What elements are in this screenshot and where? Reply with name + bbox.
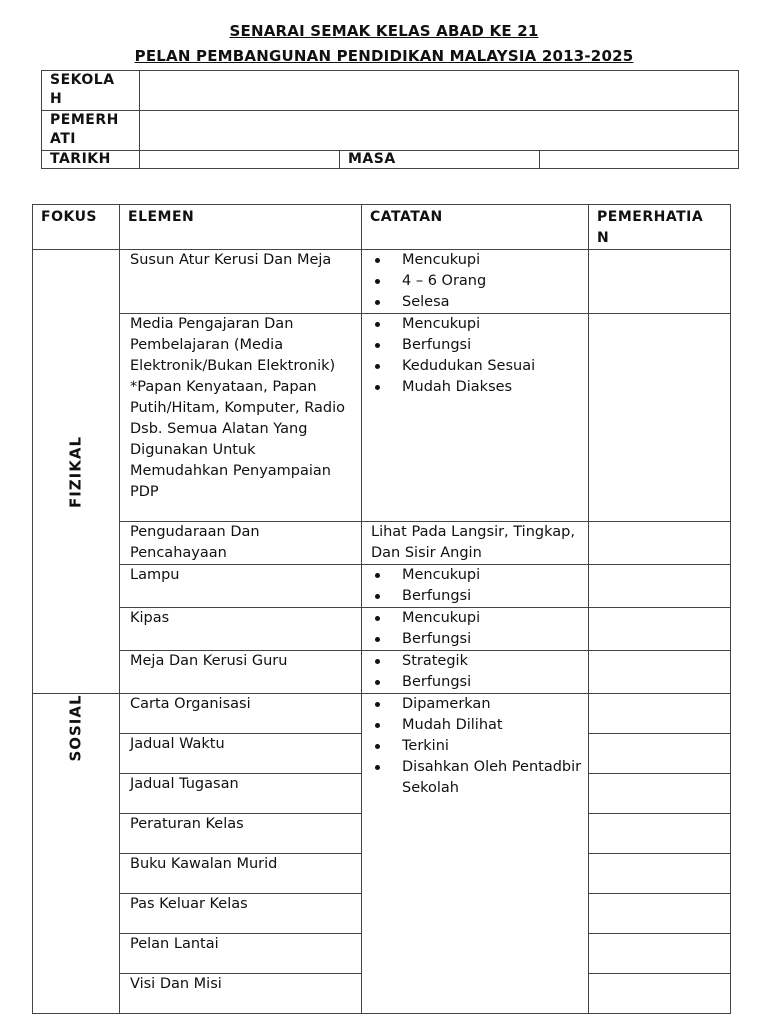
- catatan-list: [371, 250, 584, 313]
- elemen-cell: Jadual Waktu: [120, 734, 362, 774]
- pemerhatian-cell[interactable]: [589, 314, 731, 522]
- fokus-sosial: [33, 694, 120, 1014]
- catatan-list: [371, 565, 584, 607]
- catatan-item: Mudah Diakses: [371, 377, 584, 398]
- header-fokus: FOKUS: [33, 205, 120, 250]
- header-catatan: CATATAN: [362, 205, 589, 250]
- elemen-cell: Buku Kawalan Murid: [120, 854, 362, 894]
- table-row: [33, 565, 731, 608]
- catatan-item: Strategik: [371, 651, 584, 672]
- fokus-fizikal: [33, 250, 120, 694]
- masa-label: MASA: [340, 151, 540, 169]
- pemerhatian-cell[interactable]: [589, 974, 731, 1014]
- pemerhatian-cell[interactable]: [589, 522, 731, 565]
- pemerhatian-cell[interactable]: [589, 854, 731, 894]
- catatan-cell: [362, 314, 589, 522]
- document-title-line-2: PELAN PEMBANGUNAN PENDIDIKAN MALAYSIA 2013-2025: [134, 47, 634, 65]
- catatan-cell: Lihat Pada Langsir, Tingkap, Dan Sisir Angin: [362, 522, 589, 565]
- catatan-item: Berfungsi: [371, 335, 584, 356]
- catatan-cell: [362, 250, 589, 314]
- catatan-item: Mencukupi: [371, 314, 584, 335]
- catatan-item: Mencukupi: [371, 250, 584, 271]
- catatan-item: Selesa: [371, 292, 584, 313]
- sekolah-label-line-2: H: [50, 91, 63, 107]
- catatan-item: Berfungsi: [371, 586, 584, 607]
- header-pemerhatian: [589, 205, 731, 250]
- elemen-cell: Carta Organisasi: [120, 694, 362, 734]
- pemerhatian-cell[interactable]: [589, 565, 731, 608]
- header-pemerhatian-line-2: N: [597, 230, 610, 246]
- table-row: [33, 314, 731, 522]
- table-header-row: [33, 205, 731, 250]
- catatan-item: Mudah Dilihat: [371, 715, 584, 736]
- catatan-list: [371, 608, 584, 650]
- pemerhatian-cell[interactable]: [589, 774, 731, 814]
- pemerhatian-cell[interactable]: [589, 934, 731, 974]
- elemen-cell: Meja Dan Kerusi Guru: [120, 651, 362, 694]
- catatan-item: Terkini: [371, 736, 584, 757]
- pemerhatian-cell[interactable]: [589, 694, 731, 734]
- checklist-table: [32, 204, 731, 1014]
- catatan-list: [371, 314, 584, 398]
- pemerhati-field[interactable]: [140, 111, 739, 151]
- pemerhatian-cell[interactable]: [589, 734, 731, 774]
- fokus-sosial-label: SOSIAL: [66, 694, 85, 762]
- pemerhati-label-line-2: ATI: [50, 131, 77, 147]
- elemen-cell: Pelan Lantai: [120, 934, 362, 974]
- pemerhatian-cell[interactable]: [589, 814, 731, 854]
- pemerhati-label-line-1: PEMERH: [50, 112, 119, 128]
- document-title-line-1: SENARAI SEMAK KELAS ABAD KE 21: [229, 22, 539, 40]
- catatan-list: [371, 651, 584, 693]
- pemerhatian-cell[interactable]: [589, 651, 731, 694]
- sekolah-label-line-1: SEKOLA: [50, 72, 115, 88]
- elemen-cell: Visi Dan Misi: [120, 974, 362, 1014]
- table-row: [33, 608, 731, 651]
- catatan-cell: [362, 694, 589, 1014]
- tarikh-field[interactable]: [140, 151, 340, 169]
- elemen-cell: Susun Atur Kerusi Dan Meja: [120, 250, 362, 314]
- table-row: [33, 250, 731, 314]
- catatan-item: Dipamerkan: [371, 694, 584, 715]
- catatan-item: Mencukupi: [371, 565, 584, 586]
- catatan-item: Berfungsi: [371, 672, 584, 693]
- catatan-item: Disahkan Oleh Pentadbir Sekolah: [371, 757, 584, 799]
- elemen-cell: [120, 314, 362, 522]
- header-pemerhatian-line-1: PEMERHATIA: [597, 209, 704, 225]
- catatan-cell: [362, 651, 589, 694]
- catatan-cell: [362, 608, 589, 651]
- elemen-note: *Papan Kenyataan, Papan Putih/Hitam, Komputer, Radio Dsb. Semua Alatan Yang Digunakan Untuk Memudahkan Penyampaian PDP: [130, 379, 346, 500]
- catatan-item: Mencukupi: [371, 608, 584, 629]
- masa-field[interactable]: [540, 151, 739, 169]
- tarikh-label: TARIKH: [42, 151, 140, 169]
- elemen-cell: Lampu: [120, 565, 362, 608]
- pemerhatian-cell[interactable]: [589, 608, 731, 651]
- elemen-cell: Pas Keluar Kelas: [120, 894, 362, 934]
- catatan-item: Kedudukan Sesuai: [371, 356, 584, 377]
- sekolah-label: [42, 71, 140, 111]
- sekolah-field[interactable]: [140, 71, 739, 111]
- catatan-list: [371, 694, 584, 799]
- table-row: [33, 522, 731, 565]
- catatan-item: 4 – 6 Orang: [371, 271, 584, 292]
- elemen-text: Media Pengajaran Dan Pembelajaran (Media Elektronik/Bukan Elektronik): [130, 316, 336, 374]
- table-row: [33, 651, 731, 694]
- catatan-cell: [362, 565, 589, 608]
- info-form: [41, 70, 739, 169]
- catatan-item: Berfungsi: [371, 629, 584, 650]
- table-row: [33, 694, 731, 734]
- pemerhati-label: [42, 111, 140, 151]
- elemen-cell: Jadual Tugasan: [120, 774, 362, 814]
- elemen-cell: Peraturan Kelas: [120, 814, 362, 854]
- header-elemen: ELEMEN: [120, 205, 362, 250]
- pemerhatian-cell[interactable]: [589, 250, 731, 314]
- pemerhatian-cell[interactable]: [589, 894, 731, 934]
- elemen-cell: Pengudaraan Dan Pencahayaan: [120, 522, 362, 565]
- fokus-fizikal-label: FIZIKAL: [66, 435, 85, 508]
- elemen-cell: Kipas: [120, 608, 362, 651]
